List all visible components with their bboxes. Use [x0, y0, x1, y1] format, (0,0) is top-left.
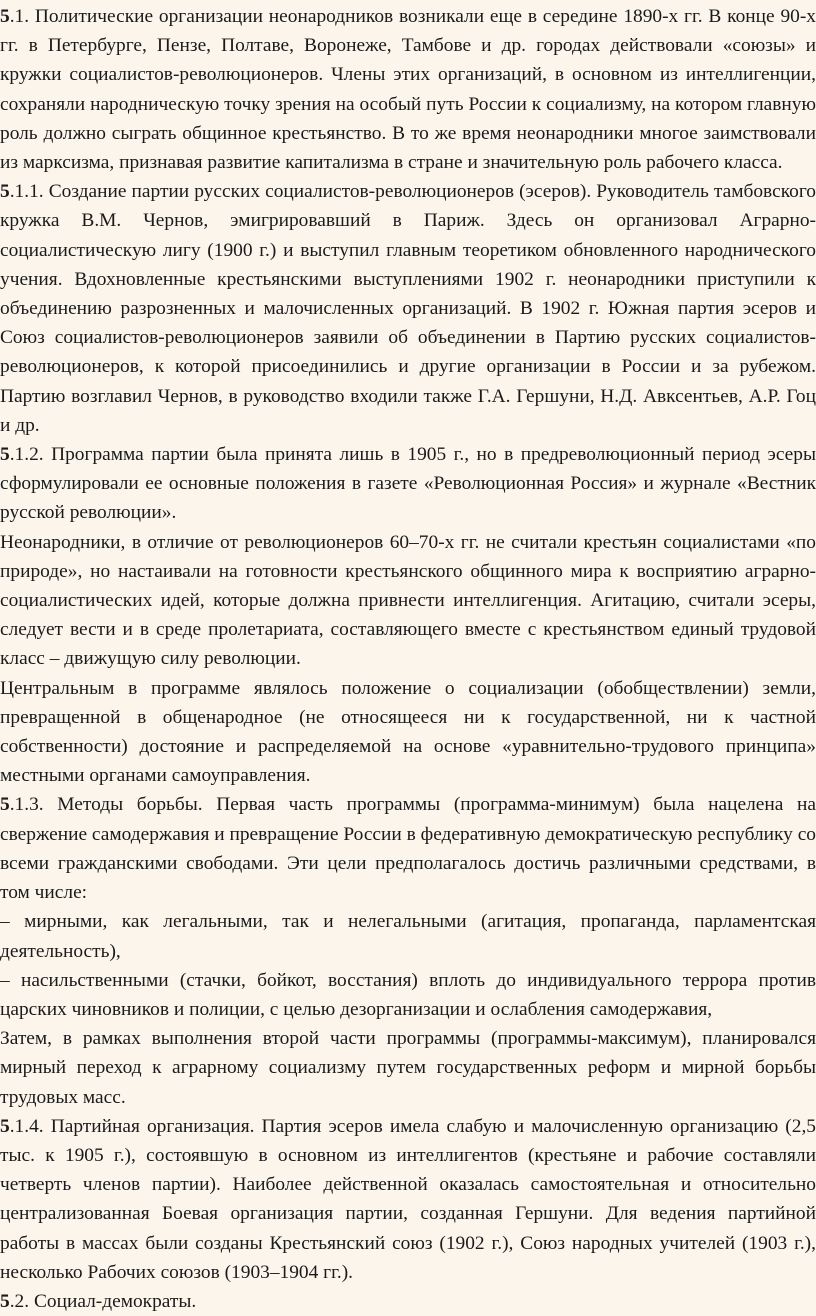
section-number: 5 [0, 181, 10, 203]
paragraph-5-1-4 [0, 1112, 816, 1287]
section-number: 5 [0, 1290, 10, 1312]
section-number: 5 [0, 794, 10, 816]
paragraph-text: .1. Политические организации неонародников возникали еще в середине 1890-х гг. В конце 90-х гг. в Петербурге, Пензе, Полтаве, Воронеже, Тамбове и др. городах действовали «союзы» и кружки социалистов-революционеров. Члены этих организаций, в основном из интеллигенции, сохраняли народническую точку зрения на особый путь России к социализму, на котором главную роль должно сыграть общинное крестьянство. В то же время неонародники многое заимствовали из марксизма, признавая развитие капитализма в стране и значительную роль рабочего класса. [0, 6, 816, 174]
paragraph-text: .2. Социал-демократы. [9, 1290, 197, 1312]
paragraph-5-1 [0, 2, 816, 177]
paragraph-5-1-2 [0, 440, 816, 528]
paragraph-program-maximum [0, 1024, 816, 1112]
paragraph-text: Центральным в программе являлось положение о социализации (обобществлении) земли, превращенной в общенародное (не относящееся ни к государственной, ни к частной собственности) достояние и распределяемой на основе «уравнительно-трудового принципа» местными органами самоуправления. [0, 677, 816, 787]
paragraph-socialization [0, 674, 816, 791]
paragraph-text: .1.1. Создание партии русских социалистов-революционеров (эсеров). Руководитель тамбовского кружка В.М. Чернов, эмигрировавший в Париж. Здесь он организовал Аграрно-социалистическую лигу (1900 г.) и выступил главным теоретиком обновленного народнического учения. Вдохновленные крестьянскими выступлениями 1902 г. неонародники приступили к объединению разрозненных и малочисленных организаций. В 1902 г. Южная партия эсеров и Союз социалистов-революционеров заявили об объединении в Партию русских социалистов-революционеров, к которой присоединились и другие организации в России и за рубежом. Партию возглавил Чернов, в руководство входили также Г.А. Гершуни, Н.Д. Авксентьев, А.Р. Гоц и др. [0, 181, 816, 436]
section-number: 5 [0, 6, 10, 27]
paragraph-text: Неонародники, в отличие от революционеров 60–70-х гг. не считали крестьян социалистами «по природе», но настаивали на готовности крестьянского общинного мира к восприятию аграрно-социалистических идей, которые должна привнести интеллигенция. Агитацию, считали эсеры, следует вести и в среде пролетариата, составляющего вместе с крестьянством единый трудовой класс – движущую силу революции. [0, 531, 816, 670]
paragraph-text: .1.3. Методы борьбы. Первая часть программы (программа-минимум) была нацелена на свержение самодержавия и превращение России в федеративную демократическую республику со всеми гражданскими свободами. Эти цели предполагалось достичь различными средствами, в том числе: [0, 794, 816, 904]
paragraph-neonarodniki [0, 528, 816, 674]
paragraph-text: .1.4. Партийная организация. Партия эсеров имела слабую и малочисленную организацию (2,5 тыс. к 1905 г.), состоявшую в основном из интеллигентов (крестьяне и рабочие составляли четверть членов партии). Наиболее действенной оказалась самостоятельная и относительно централизованная Боевая организация партии, созданная Гершуни. Для ведения партийной работы в массах были созданы Крестьянский союз (1902 г.), Союз народных учителей (1903 г.), несколько Рабочих союзов (1903–1904 гг.). [0, 1115, 816, 1283]
paragraph-text: – мирными, как легальными, так и нелегальными (агитация, пропаганда, парламентская деятельность), [0, 911, 816, 962]
list-item-violent [0, 966, 816, 1024]
paragraph-5-1-1 [0, 177, 816, 440]
paragraph-text: .1.2. Программа партии была принята лишь в 1905 г., но в предреволюционный период эсеры сформулировали ее основные положения в газете «Революционная Россия» и журнале «Вестник русской революции». [0, 444, 816, 524]
section-number: 5 [0, 444, 10, 466]
paragraph-text: Затем, в рамках выполнения второй части программы (программы-максимум), планировался мирный переход к аграрному социализму путем государственных реформ и мирной борьбы трудовых масс. [0, 1028, 816, 1108]
heading-5-2 [0, 1287, 816, 1316]
paragraph-5-1-3 [0, 790, 816, 907]
section-number: 5 [0, 1115, 10, 1137]
list-item-peaceful [0, 907, 816, 965]
paragraph-text: – насильственными (стачки, бойкот, восстания) вплоть до индивидуального террора против царских чиновников и полиции, с целью дезорганизации и ослабления самодержавия, [0, 969, 816, 1020]
